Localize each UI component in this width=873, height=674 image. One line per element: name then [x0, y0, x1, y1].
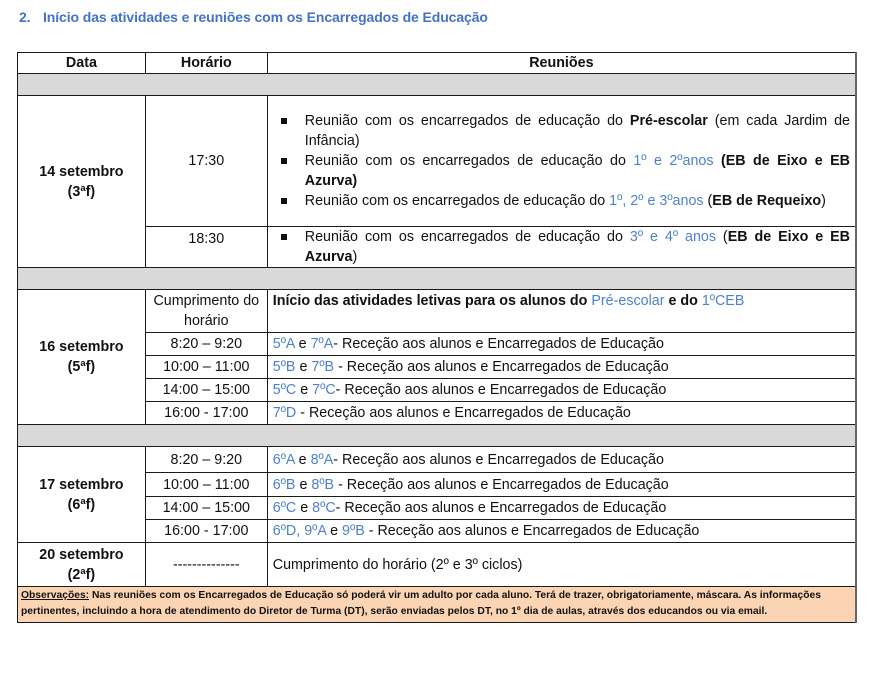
list-item: [305, 151, 850, 191]
time-cell: 16:00 - 17:00: [145, 402, 267, 425]
time-cell: 18:30: [145, 227, 267, 268]
list-item: [305, 191, 850, 211]
text-fragment: - Receção aos alunos e Encarregados de Educação: [335, 382, 667, 398]
text-fragment: e: [294, 336, 311, 352]
text-fragment: (em cada Jardim de Infância): [304, 113, 850, 149]
text-fragment: - Receção aos alunos e Encarregados de Educação: [364, 523, 700, 539]
highlighted-text: 7ºD: [272, 405, 297, 421]
text-fragment: Início das atividades letivas para os alunos do: [272, 293, 592, 309]
meeting-cell: [267, 497, 856, 520]
highlighted-text: e: [643, 229, 665, 245]
highlighted-text: 1º, 2º: [609, 193, 644, 209]
time-cell: Cumprimento do horário: [145, 290, 267, 333]
highlighted-text: 6ºA: [272, 451, 295, 468]
text-fragment: (EB de Eixo e EB Azurva): [304, 153, 850, 189]
date-label: 16 setembro: [39, 339, 124, 355]
highlighted-text: 8ºB: [311, 476, 335, 493]
meeting-list: [273, 111, 850, 211]
highlighted-text: 1ºCEB: [701, 293, 745, 309]
time-cell: 10:00 – 11:00: [145, 356, 267, 379]
meeting-list: [273, 227, 850, 267]
text-fragment: - Receção aos alunos e Encarregados de Educação: [296, 405, 631, 421]
highlighted-text: 3ºanos: [659, 193, 704, 209]
time-cell: 8:20 – 9:20: [145, 333, 267, 356]
meeting-cell: [267, 96, 856, 227]
highlighted-text: 7ºC: [312, 382, 336, 398]
weekday-label: (6ªf): [67, 496, 96, 513]
weekday-label: (5ªf): [67, 359, 96, 375]
highlighted-text: 6ºC: [272, 500, 297, 516]
highlighted-text: 6ºD, 9ºA: [272, 523, 327, 539]
highlighted-text: e: [643, 193, 660, 209]
highlighted-text: 8ºA: [310, 451, 334, 468]
text-fragment: Reunião com os encarregados de educação do: [304, 113, 630, 129]
observations-row: [18, 587, 857, 623]
observations-cell: [18, 587, 857, 623]
table-row: [18, 96, 857, 227]
highlighted-text: 1º: [633, 153, 647, 169]
time-cell: 14:00 – 15:00: [145, 497, 267, 520]
text-fragment: - Receção aos alunos e Encarregados de Educação: [335, 500, 667, 516]
header-data: Data: [18, 53, 146, 74]
text-fragment: (: [703, 193, 713, 209]
text-fragment: e: [294, 451, 311, 468]
text-fragment: ): [352, 249, 358, 265]
highlighted-text: 5ºC: [272, 382, 297, 398]
section-number: 2.: [19, 9, 31, 25]
highlighted-text: 2ºanos: [669, 153, 714, 169]
text-fragment: e: [296, 382, 313, 398]
spacer-row: [18, 425, 857, 447]
date-label: 17 setembro: [39, 476, 124, 493]
highlighted-text: 4º anos: [664, 229, 716, 245]
header-horario: Horário: [145, 53, 267, 74]
time-cell: 17:30: [145, 96, 267, 227]
schedule-table: [17, 52, 857, 623]
highlighted-text: 7ºA: [310, 336, 334, 352]
text-fragment: EB de Requeixo: [712, 193, 822, 209]
weekday-label: (3ªf): [67, 183, 96, 200]
meeting-cell: Cumprimento do horário (2º e 3º ciclos): [267, 543, 856, 587]
meeting-cell: [267, 473, 856, 497]
section-heading: [19, 9, 488, 25]
observations-text: Nas reuniões com os Encarregados de Educação só poderá vir um adulto por cada aluno. Terá de trazer, obrigatoriamente, máscara. As informações pertinentes, incluindo a hora de atendimento do Diretor de Turma (DT), serão enviadas pelos DT, no 1º dia de aulas, através dos educandos ou via email.: [21, 590, 822, 617]
highlighted-text: 3º: [629, 229, 644, 245]
text-fragment: EB de Eixo e EB Azurva: [304, 229, 850, 265]
text-fragment: [714, 153, 721, 169]
meeting-cell: [267, 402, 856, 425]
text-fragment: - Receção aos alunos e Encarregados de Educação: [334, 359, 669, 375]
section-title: Início das atividades e reuniões com os Encarregados de Educação: [43, 9, 488, 25]
text-fragment: e: [326, 523, 343, 539]
time-cell: 14:00 – 15:00: [145, 379, 267, 402]
text-fragment: e: [295, 476, 312, 493]
list-item: [305, 227, 850, 267]
highlighted-text: 6ºB: [272, 476, 296, 493]
list-item: [305, 111, 850, 151]
highlighted-text: 5ºA: [272, 336, 295, 352]
highlighted-text: Pré-escolar: [591, 293, 665, 309]
table-row: [18, 447, 857, 473]
text-fragment: - Receção aos alunos e Encarregados de Educação: [333, 451, 664, 468]
text-fragment: e: [295, 359, 312, 375]
date-label: 14 setembro: [39, 163, 124, 180]
meeting-cell: [267, 520, 856, 543]
meeting-cell: [267, 356, 856, 379]
time-cell: --------------: [145, 543, 267, 587]
highlighted-text: 5ºB: [272, 359, 296, 375]
date-label: 20 setembro: [39, 546, 124, 563]
text-fragment: Reunião com os encarregados de educação do: [304, 153, 634, 169]
meeting-cell: [267, 447, 856, 473]
spacer-row: [18, 268, 857, 290]
text-fragment: - Receção aos alunos e Encarregados de Educação: [333, 336, 664, 352]
meeting-cell: [267, 333, 856, 356]
text-fragment: Reunião com os encarregados de educação do: [304, 229, 630, 245]
time-cell: 8:20 – 9:20: [145, 447, 267, 473]
text-fragment: ): [821, 193, 826, 209]
highlighted-text: 8ºC: [312, 500, 336, 516]
date-cell: [18, 96, 146, 268]
date-cell: [18, 447, 146, 543]
date-cell: [18, 290, 146, 425]
time-cell: 16:00 - 17:00: [145, 520, 267, 543]
text-fragment: Pré-escolar: [629, 113, 708, 129]
time-cell: 10:00 – 11:00: [145, 473, 267, 497]
table-row: [18, 290, 857, 333]
meeting-cell: [267, 379, 856, 402]
highlighted-text: 9ºB: [342, 523, 365, 539]
meeting-cell: [267, 227, 856, 268]
text-fragment: (: [716, 229, 728, 245]
text-fragment: e do: [664, 293, 702, 309]
meeting-cell: [267, 290, 856, 333]
highlighted-text: e: [646, 153, 670, 169]
weekday-label: (2ªf): [67, 566, 96, 583]
spacer-row: [18, 74, 857, 96]
date-cell: [18, 543, 146, 587]
table-row: [18, 543, 857, 587]
header-reunioes: Reuniões: [267, 53, 856, 74]
text-fragment: Reunião com os encarregados de educação do: [304, 193, 610, 209]
observations-label: Observações:: [21, 590, 90, 601]
text-fragment: - Receção aos alunos e Encarregados de Educação: [334, 476, 669, 493]
highlighted-text: 7ºB: [311, 359, 335, 375]
header-row: [18, 53, 857, 74]
text-fragment: e: [296, 500, 313, 516]
